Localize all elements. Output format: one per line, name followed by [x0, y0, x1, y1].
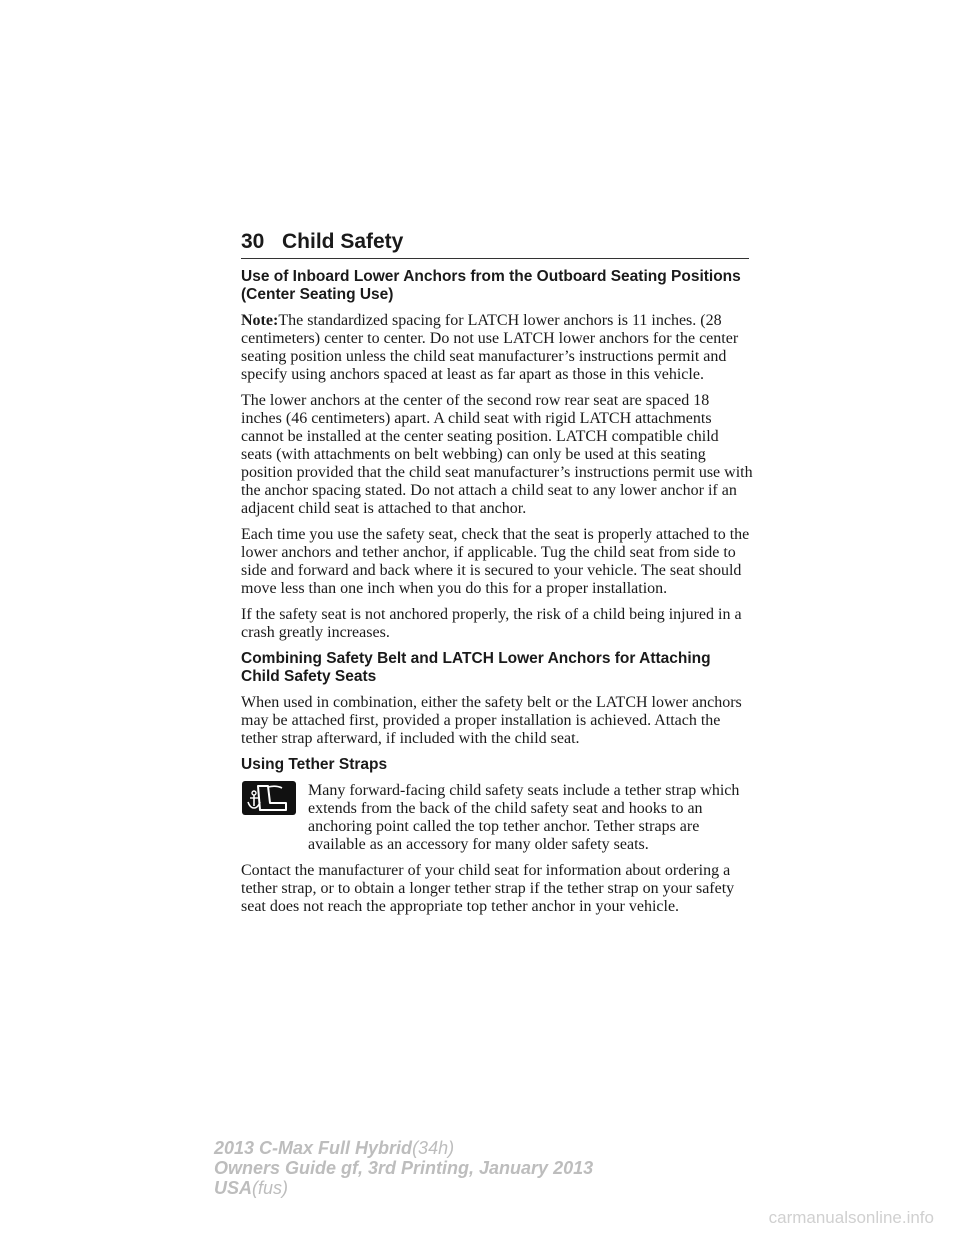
document-footer — [214, 1138, 593, 1198]
footer-model-code: (34h) — [412, 1138, 455, 1158]
lower-anchors-paragraph: The lower anchors at the center of the second row rear seat are spaced 18 inches (46 centimeters) apart. A child seat with rigid LATCH attachments cannot be installed at the center seating position. LATCH compatible child seats (with attachments on belt webbing) can only be used at this seating position provided that the child seat manufacturer’s instructions permit use with the anchor spacing stated. Do not attach a child seat to any lower anchor if an adjacent child seat is attached to that anchor. — [241, 392, 753, 517]
combination-paragraph: When used in combination, either the safety belt or the LATCH lower anchors may be attached first, provided a proper installation is achieved. Attach the tether strap afterward, if included with the child seat. — [241, 694, 742, 747]
inboard-anchors-heading: Use of Inboard Lower Anchors from the Outboard Seating Positions (Center Seating Use) — [241, 268, 741, 303]
footer-line-2: Owners Guide gf, 3rd Printing, January 2013 — [214, 1158, 594, 1178]
footer-line-1 — [214, 1138, 593, 1158]
footer-model: 2013 C-Max Full Hybrid — [214, 1138, 413, 1158]
footer-market: USA — [214, 1178, 253, 1198]
combining-heading: Combining Safety Belt and LATCH Lower Anchors for Attaching Child Safety Seats — [241, 650, 711, 685]
section-title: Child Safety — [282, 230, 404, 253]
note-text: The standardized spacing for LATCH lower anchors is 11 inches. (28 centimeters) center to center. Do not use LATCH lower anchors for the center seating position unless the child seat manufacturer’s instructions permit and specify using anchors spaced at least as far apart as those in this vehicle. — [241, 312, 739, 383]
footer-market-code: (fus) — [252, 1178, 289, 1198]
tether-section — [241, 756, 753, 854]
page-number: 30 — [241, 230, 265, 253]
each-time-paragraph: Each time you use the safety seat, check that the seat is properly attached to the lower anchors and tether anchor, if applicable. Tug the child seat from side to side and forward and back where it is secured to your vehicle. The seat should move less than one inch when you do this for a proper installation. — [241, 526, 750, 597]
child-seat-tether-anchor-icon — [242, 781, 296, 815]
page-content — [241, 268, 753, 924]
footer-line-3 — [214, 1178, 593, 1198]
tether-paragraph: Many forward-facing child safety seats include a tether strap which extends from the back of the child safety seat and hooks to an anchoring point called the top tether anchor. Tether straps are available as an accessory for many older safety seats. — [308, 782, 740, 853]
note-paragraph — [241, 312, 753, 384]
contact-paragraph: Contact the manufacturer of your child seat for information about ordering a tether strap, or to obtain a longer tether strap if the tether strap on your safety seat does not reach the appropriate top tether anchor in your vehicle. — [241, 862, 735, 915]
tether-heading: Using Tether Straps — [241, 756, 388, 773]
note-label: Note: — [241, 312, 279, 329]
header-divider — [241, 258, 749, 259]
risk-paragraph: If the safety seat is not anchored properly, the risk of a child being injured in a crash greatly increases. — [241, 606, 742, 641]
page-header — [241, 228, 749, 260]
watermark-text: carmanualsonline.info — [768, 1208, 934, 1227]
